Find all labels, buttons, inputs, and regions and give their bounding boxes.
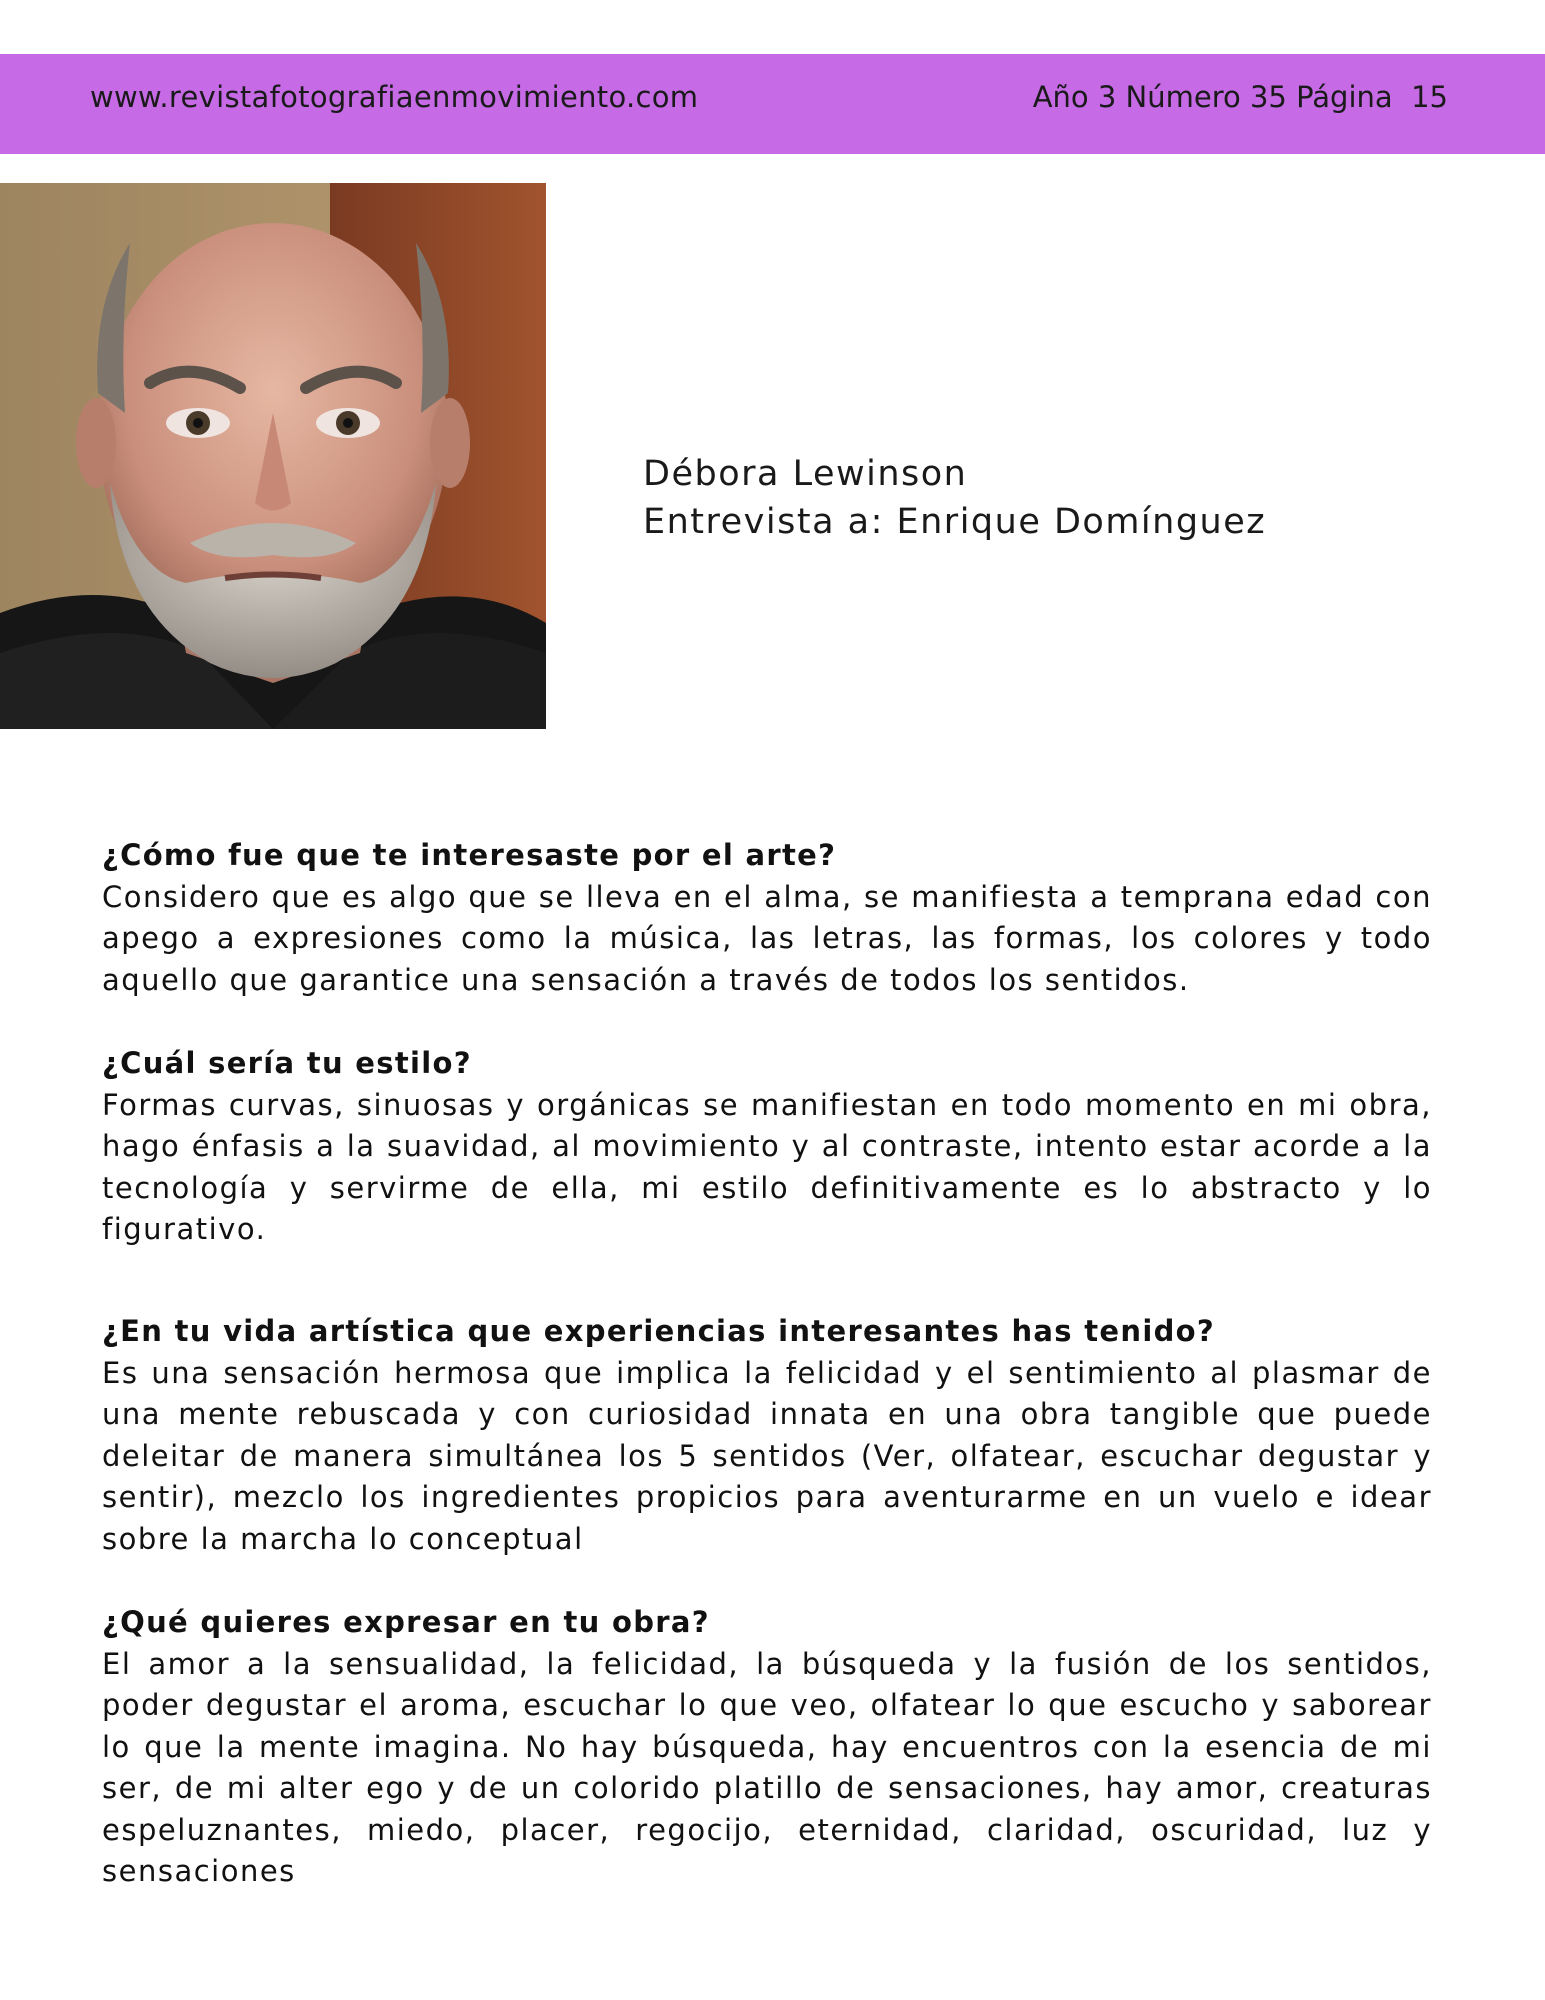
qa-block bbox=[102, 1311, 1432, 1560]
qa-block bbox=[102, 1602, 1432, 1893]
qa-block bbox=[102, 835, 1432, 1001]
question: ¿Cómo fue que te interesaste por el arte? bbox=[102, 838, 837, 872]
answer: Formas curvas, sinuosas y orgánicas se manifiestan en todo momento en mi obra, hago énfasis a la suavidad, al movimiento y al contraste, intento estar acorde a la tecnología y servirme de ella, mi estilo definitivamente es lo abstracto y lo figurativo. bbox=[102, 1087, 1432, 1246]
interviewee-line: Entrevista a: Enrique Domínguez bbox=[643, 502, 1267, 542]
portrait-photo bbox=[0, 183, 546, 729]
byline bbox=[643, 450, 1266, 546]
answer: El amor a la sensualidad, la felicidad, la búsqueda y la fusión de los sentidos, poder degustar el aroma, escuchar lo que veo, olfatear lo que escucho y saborear lo que la mente imagina. No hay búsqueda, hay encuentros con la esencia de mi ser, de mi alter ego y de un colorido platillo de sensaciones, hay amor, creaturas espeluznantes, miedo, placer, regocijo, eternidad, claridad, oscuridad, luz y sensaciones bbox=[102, 1646, 1432, 1888]
answer: Considero que es algo que se lleva en el alma, se manifiesta a temprana edad con apego a expresiones como la música, las letras, las formas, los colores y todo aquello que garantice una sensación a través de todos los sentidos. bbox=[102, 879, 1432, 997]
qa-block bbox=[102, 1043, 1432, 1251]
question: ¿Cuál sería tu estilo? bbox=[102, 1046, 472, 1080]
issue-page-info: Año 3 Número 35 Página 15 bbox=[1032, 80, 1448, 114]
question: ¿Qué quieres expresar en tu obra? bbox=[102, 1605, 710, 1639]
website-url: www.revistafotografiaenmovimiento.com bbox=[90, 80, 699, 114]
question: ¿En tu vida artística que experiencias interesantes has tenido? bbox=[102, 1314, 1215, 1348]
author-name: Débora Lewinson bbox=[643, 454, 968, 494]
answer: Es una sensación hermosa que implica la felicidad y el sentimiento al plasmar de una mente rebuscada y con curiosidad innata en una obra tangible que puede deleitar de manera simultánea los 5 sentidos (Ver, olfatear, escuchar degustar y sentir), mezclo los ingredientes propicios para aventurarme en un vuelo e idear sobre la marcha lo conceptual bbox=[102, 1355, 1432, 1556]
